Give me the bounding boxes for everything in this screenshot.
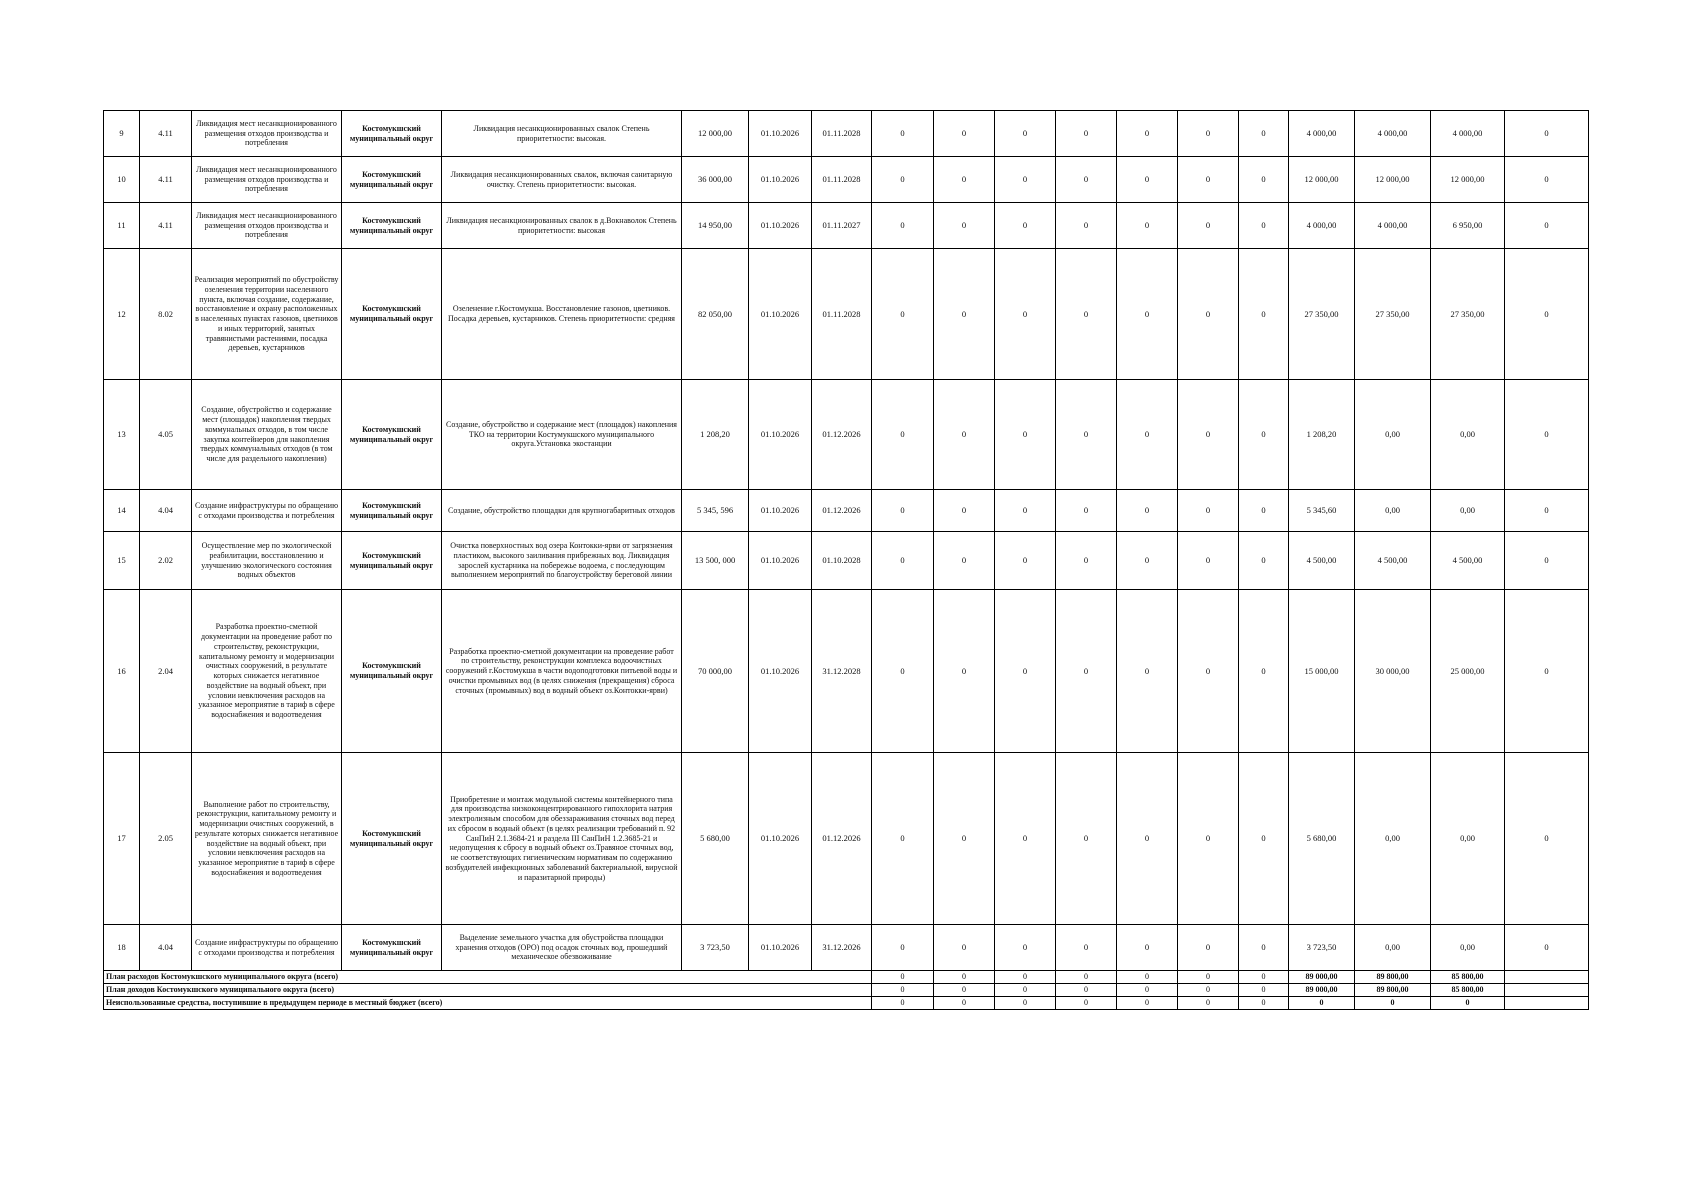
year3-amount: 6 950,00 xyxy=(1431,203,1505,249)
row-number: 10 xyxy=(104,157,140,203)
total-cost: 12 000,00 xyxy=(682,111,749,157)
project-description: Создание, обустройство площадки для крупногабаритных отходов xyxy=(442,490,682,532)
zero-value-cell: 0 xyxy=(1239,590,1289,753)
year2-amount: 0,00 xyxy=(1355,490,1431,532)
total-cost: 82 050,00 xyxy=(682,249,749,380)
table-row xyxy=(104,249,1589,380)
zero-value-cell: 0 xyxy=(934,925,995,971)
row-number: 18 xyxy=(104,925,140,971)
start-date: 01.10.2026 xyxy=(749,203,812,249)
project-description: Ликвидация несанкционированных свалок Степень приоритетности: высокая. xyxy=(442,111,682,157)
year1-amount: 3 723,50 xyxy=(1289,925,1355,971)
zero-value-cell: 0 xyxy=(1056,203,1117,249)
zero-value-cell: 0 xyxy=(872,753,934,925)
summary-zero-cell: 0 xyxy=(1117,984,1178,997)
start-date: 01.10.2026 xyxy=(749,380,812,490)
year1-amount: 5 680,00 xyxy=(1289,753,1355,925)
start-date: 01.10.2026 xyxy=(749,753,812,925)
zero-value-cell: 0 xyxy=(934,753,995,925)
total-cost: 3 723,50 xyxy=(682,925,749,971)
summary-zero-cell: 0 xyxy=(1239,997,1289,1010)
zero-value-cell: 0 xyxy=(1178,753,1239,925)
zero-value-cell: 0 xyxy=(872,380,934,490)
year3-amount: 25 000,00 xyxy=(1431,590,1505,753)
zero-value-cell: 0 xyxy=(934,380,995,490)
zero-value-cell: 0 xyxy=(1117,111,1178,157)
summary-zero-cell: 0 xyxy=(1117,997,1178,1010)
zero-value-cell: 0 xyxy=(995,380,1056,490)
zero-value-cell: 0 xyxy=(1117,157,1178,203)
year3-amount: 0,00 xyxy=(1431,753,1505,925)
measure-code: 4.04 xyxy=(140,925,192,971)
organization-name: Костомукшский муниципальный округ xyxy=(342,490,442,532)
summary-zero-cell: 0 xyxy=(934,984,995,997)
zero-value-cell: 0 xyxy=(872,157,934,203)
zero-value-cell: 0 xyxy=(995,111,1056,157)
zero-value-cell: 0 xyxy=(934,532,995,590)
year2-amount: 4 000,00 xyxy=(1355,203,1431,249)
summary-zero-cell: 0 xyxy=(995,997,1056,1010)
project-description: Очистка поверхностных вод озера Контокки-ярви от загрязнения пластиком, высокого заиливания прибрежных вод. Ликвидация зарослей кустарника на побережье водоема, с последующим выполнением мероприятий по благоустройству береговой линии xyxy=(442,532,682,590)
row-number: 16 xyxy=(104,590,140,753)
zero-value-cell: 0 xyxy=(995,925,1056,971)
project-description: Создание, обустройство и содержание мест (площадок) накопления ТКО на территории Костумукшского муниципального округа.Установка экостанции xyxy=(442,380,682,490)
year1-amount: 12 000,00 xyxy=(1289,157,1355,203)
measure-name: Создание инфраструктуры по обращению с отходами производства и потребления xyxy=(192,925,342,971)
zero-value-cell: 0 xyxy=(934,111,995,157)
summary-zero-cell: 0 xyxy=(1056,971,1117,984)
start-date: 01.10.2026 xyxy=(749,111,812,157)
zero-value-cell: 0 xyxy=(1117,590,1178,753)
last-column-value: 0 xyxy=(1505,111,1589,157)
end-date: 01.12.2026 xyxy=(812,490,872,532)
zero-value-cell: 0 xyxy=(1178,249,1239,380)
zero-value-cell: 0 xyxy=(995,203,1056,249)
start-date: 01.10.2026 xyxy=(749,532,812,590)
table-row xyxy=(104,157,1589,203)
measure-name: Ликвидация мест несанкционированного размещения отходов производства и потребления xyxy=(192,203,342,249)
summary-last xyxy=(1505,997,1589,1010)
zero-value-cell: 0 xyxy=(1117,925,1178,971)
total-cost: 36 000,00 xyxy=(682,157,749,203)
table-row xyxy=(104,490,1589,532)
organization-name: Костомукшский муниципальный округ xyxy=(342,157,442,203)
year2-amount: 30 000,00 xyxy=(1355,590,1431,753)
measure-name: Создание, обустройство и содержание мест (площадок) накопления твердых коммунальных отходов, в том числе закупка контейнеров для накопления твердых коммунальных отходов (в том числе для раздельного накопления) xyxy=(192,380,342,490)
year1-amount: 4 500,00 xyxy=(1289,532,1355,590)
zero-value-cell: 0 xyxy=(1056,753,1117,925)
last-column-value: 0 xyxy=(1505,380,1589,490)
measure-code: 2.04 xyxy=(140,590,192,753)
zero-value-cell: 0 xyxy=(872,249,934,380)
year3-amount: 4 500,00 xyxy=(1431,532,1505,590)
zero-value-cell: 0 xyxy=(1239,490,1289,532)
organization-name: Костомукшский муниципальный округ xyxy=(342,590,442,753)
summary-zero-cell: 0 xyxy=(872,984,934,997)
year2-amount: 4 000,00 xyxy=(1355,111,1431,157)
year2-amount: 0,00 xyxy=(1355,380,1431,490)
last-column-value: 0 xyxy=(1505,490,1589,532)
zero-value-cell: 0 xyxy=(995,532,1056,590)
end-date: 01.11.2028 xyxy=(812,157,872,203)
row-number: 12 xyxy=(104,249,140,380)
summary-year3: 0 xyxy=(1431,997,1505,1010)
summary-zero-cell: 0 xyxy=(872,997,934,1010)
summary-zero-cell: 0 xyxy=(1239,971,1289,984)
summary-zero-cell: 0 xyxy=(1178,984,1239,997)
total-cost: 5 680,00 xyxy=(682,753,749,925)
zero-value-cell: 0 xyxy=(1056,157,1117,203)
zero-value-cell: 0 xyxy=(872,490,934,532)
measure-code: 8.02 xyxy=(140,249,192,380)
summary-last xyxy=(1505,984,1589,997)
measure-name: Осуществление мер по экологической реабилитации, восстановлению и улучшению экологического состояния водных объектов xyxy=(192,532,342,590)
summary-year3: 85 800,00 xyxy=(1431,971,1505,984)
zero-value-cell: 0 xyxy=(995,249,1056,380)
start-date: 01.10.2026 xyxy=(749,925,812,971)
end-date: 31.12.2026 xyxy=(812,925,872,971)
summary-year1: 0 xyxy=(1289,997,1355,1010)
zero-value-cell: 0 xyxy=(1117,203,1178,249)
summary-year2: 0 xyxy=(1355,997,1431,1010)
table-row xyxy=(104,532,1589,590)
summary-year2: 89 800,00 xyxy=(1355,984,1431,997)
zero-value-cell: 0 xyxy=(1117,249,1178,380)
zero-value-cell: 0 xyxy=(1056,249,1117,380)
summary-zero-cell: 0 xyxy=(1056,984,1117,997)
project-description: Приобретение и монтаж модульной системы контейнерного типа для производства низкоконцентрированного гипохлорита натрия электролизным способом для обеззараживания сточных вод перед их сбросом в водный объект (в целях реализации требований п. 92 СанПиН 2.1.3684-21 и раздела III СанПиН 1.2.3685-21 и недопущения к сбросу в водный объект оз.Травяное сточных вод, не соответствующих гигиеническим нормативам по содержанию возбудителей инфекционных заболеваний бактериальной, вирусной и паразитарной природы) xyxy=(442,753,682,925)
project-description: Озеленение г.Костомукша. Восстановление газонов, цветников. Посадка деревьев, кустарников. Степень приоритетности: средняя xyxy=(442,249,682,380)
organization-name: Костомукшский муниципальный округ xyxy=(342,532,442,590)
zero-value-cell: 0 xyxy=(995,753,1056,925)
end-date: 01.11.2027 xyxy=(812,203,872,249)
row-number: 15 xyxy=(104,532,140,590)
zero-value-cell: 0 xyxy=(934,157,995,203)
summary-label: План расходов Костомукшского муниципального округа (всего) xyxy=(104,971,872,984)
year2-amount: 4 500,00 xyxy=(1355,532,1431,590)
organization-name: Костомукшский муниципальный округ xyxy=(342,203,442,249)
start-date: 01.10.2026 xyxy=(749,590,812,753)
zero-value-cell: 0 xyxy=(934,590,995,753)
zero-value-cell: 0 xyxy=(1178,490,1239,532)
zero-value-cell: 0 xyxy=(1117,380,1178,490)
year1-amount: 4 000,00 xyxy=(1289,203,1355,249)
project-description: Выделение земельного участка для обустройства площадки хранения отходов (ОРО) под осадок сточных вод, прошедший механическое обезвоживание xyxy=(442,925,682,971)
summary-label: План доходов Костомукшского муниципального округа (всего) xyxy=(104,984,872,997)
measure-name: Ликвидация мест несанкционированного размещения отходов производства и потребления xyxy=(192,111,342,157)
zero-value-cell: 0 xyxy=(872,532,934,590)
measure-name: Реализация мероприятий по обустройству озеленения территории населенного пункта, включая создание, содержание, восстановление и охрану расположенных в населенных пунктах газонов, цветников и иных территорий, занятых травянистыми растениями, посадка деревьев, кустарников xyxy=(192,249,342,380)
end-date: 01.11.2028 xyxy=(812,111,872,157)
table-row xyxy=(104,753,1589,925)
zero-value-cell: 0 xyxy=(1056,111,1117,157)
project-description: Разработка проектно-сметной документации на проведение работ по строительству, реконструкции комплекса водоочистных сооружений г.Костомукша в части водоподготовки питьевой воды и очистки промывных вод (в целях снижения (прекращения) сброса сточных (промывных) вод в водный объект оз.Контокки-ярви) xyxy=(442,590,682,753)
row-number: 9 xyxy=(104,111,140,157)
table-row xyxy=(104,380,1589,490)
end-date: 01.12.2026 xyxy=(812,380,872,490)
row-number: 13 xyxy=(104,380,140,490)
summary-row xyxy=(104,971,1589,984)
zero-value-cell: 0 xyxy=(1239,203,1289,249)
zero-value-cell: 0 xyxy=(934,490,995,532)
summary-year3: 85 800,00 xyxy=(1431,984,1505,997)
zero-value-cell: 0 xyxy=(1178,380,1239,490)
row-number: 17 xyxy=(104,753,140,925)
summary-zero-cell: 0 xyxy=(995,971,1056,984)
measure-code: 4.11 xyxy=(140,203,192,249)
measure-code: 4.05 xyxy=(140,380,192,490)
total-cost: 1 208,20 xyxy=(682,380,749,490)
zero-value-cell: 0 xyxy=(1056,532,1117,590)
zero-value-cell: 0 xyxy=(1239,157,1289,203)
zero-value-cell: 0 xyxy=(872,925,934,971)
total-cost: 70 000,00 xyxy=(682,590,749,753)
summary-zero-cell: 0 xyxy=(1117,971,1178,984)
year3-amount: 0,00 xyxy=(1431,490,1505,532)
start-date: 01.10.2026 xyxy=(749,490,812,532)
year1-amount: 1 208,20 xyxy=(1289,380,1355,490)
summary-zero-cell: 0 xyxy=(934,997,995,1010)
end-date: 01.12.2026 xyxy=(812,753,872,925)
year3-amount: 27 350,00 xyxy=(1431,249,1505,380)
year3-amount: 0,00 xyxy=(1431,925,1505,971)
table-row xyxy=(104,203,1589,249)
zero-value-cell: 0 xyxy=(934,203,995,249)
zero-value-cell: 0 xyxy=(1239,925,1289,971)
organization-name: Костомукшский муниципальный округ xyxy=(342,249,442,380)
year1-amount: 5 345,60 xyxy=(1289,490,1355,532)
measure-code: 2.02 xyxy=(140,532,192,590)
measure-code: 4.04 xyxy=(140,490,192,532)
zero-value-cell: 0 xyxy=(934,249,995,380)
start-date: 01.10.2026 xyxy=(749,249,812,380)
zero-value-cell: 0 xyxy=(1056,590,1117,753)
total-cost: 5 345, 596 xyxy=(682,490,749,532)
end-date: 01.10.2028 xyxy=(812,532,872,590)
zero-value-cell: 0 xyxy=(1178,203,1239,249)
summary-zero-cell: 0 xyxy=(1178,997,1239,1010)
measure-name: Создание инфраструктуры по обращению с отходами производства и потребления xyxy=(192,490,342,532)
zero-value-cell: 0 xyxy=(1178,157,1239,203)
zero-value-cell: 0 xyxy=(1178,925,1239,971)
last-column-value: 0 xyxy=(1505,203,1589,249)
year1-amount: 15 000,00 xyxy=(1289,590,1355,753)
project-description: Ликвидация несанкционированных свалок в д.Вокнаволок Степень приоритетности: высокая xyxy=(442,203,682,249)
zero-value-cell: 0 xyxy=(1178,111,1239,157)
table-row xyxy=(104,925,1589,971)
measure-code: 4.11 xyxy=(140,111,192,157)
zero-value-cell: 0 xyxy=(1178,532,1239,590)
last-column-value: 0 xyxy=(1505,753,1589,925)
organization-name: Костомукшский муниципальный округ xyxy=(342,753,442,925)
row-number: 11 xyxy=(104,203,140,249)
measure-name: Разработка проектно-сметной документации на проведение работ по строительству, реконструкции, капитальному ремонту и модернизации очистных сооружений, в результате которых снижается негативное воздействие на водный объект, при условии невключения расходов на указанное мероприятие в тариф в сфере водоснабжения и водоотведения xyxy=(192,590,342,753)
total-cost: 14 950,00 xyxy=(682,203,749,249)
organization-name: Костомукшский муниципальный округ xyxy=(342,925,442,971)
zero-value-cell: 0 xyxy=(1239,249,1289,380)
zero-value-cell: 0 xyxy=(872,590,934,753)
summary-year1: 89 000,00 xyxy=(1289,971,1355,984)
summary-zero-cell: 0 xyxy=(1178,971,1239,984)
year3-amount: 0,00 xyxy=(1431,380,1505,490)
year1-amount: 4 000,00 xyxy=(1289,111,1355,157)
last-column-value: 0 xyxy=(1505,157,1589,203)
zero-value-cell: 0 xyxy=(1117,490,1178,532)
table-row xyxy=(104,111,1589,157)
summary-row xyxy=(104,984,1589,997)
year2-amount: 27 350,00 xyxy=(1355,249,1431,380)
year2-amount: 12 000,00 xyxy=(1355,157,1431,203)
year2-amount: 0,00 xyxy=(1355,753,1431,925)
last-column-value: 0 xyxy=(1505,590,1589,753)
summary-last xyxy=(1505,971,1589,984)
summary-year1: 89 000,00 xyxy=(1289,984,1355,997)
end-date: 01.11.2028 xyxy=(812,249,872,380)
zero-value-cell: 0 xyxy=(1178,590,1239,753)
year3-amount: 12 000,00 xyxy=(1431,157,1505,203)
summary-zero-cell: 0 xyxy=(995,984,1056,997)
zero-value-cell: 0 xyxy=(872,111,934,157)
zero-value-cell: 0 xyxy=(1056,490,1117,532)
zero-value-cell: 0 xyxy=(1239,532,1289,590)
zero-value-cell: 0 xyxy=(1056,925,1117,971)
summary-zero-cell: 0 xyxy=(872,971,934,984)
zero-value-cell: 0 xyxy=(872,203,934,249)
last-column-value: 0 xyxy=(1505,532,1589,590)
zero-value-cell: 0 xyxy=(1056,380,1117,490)
summary-year2: 89 800,00 xyxy=(1355,971,1431,984)
measure-name: Ликвидация мест несанкционированного размещения отходов производства и потребления xyxy=(192,157,342,203)
measure-code: 2.05 xyxy=(140,753,192,925)
last-column-value: 0 xyxy=(1505,249,1589,380)
total-cost: 13 500, 000 xyxy=(682,532,749,590)
end-date: 31.12.2028 xyxy=(812,590,872,753)
organization-name: Костомукшский муниципальный округ xyxy=(342,111,442,157)
budget-table xyxy=(103,110,1589,1010)
measure-name: Выполнение работ по строительству, реконструкции, капитальному ремонту и модернизации очистных сооружений, в результате которых снижается негативное воздействие на водный объект, при условии невключения расходов на указанное мероприятие в тариф в сфере водоснабжения и водоотведения xyxy=(192,753,342,925)
zero-value-cell: 0 xyxy=(1117,753,1178,925)
year1-amount: 27 350,00 xyxy=(1289,249,1355,380)
row-number: 14 xyxy=(104,490,140,532)
year3-amount: 4 000,00 xyxy=(1431,111,1505,157)
zero-value-cell: 0 xyxy=(1117,532,1178,590)
summary-zero-cell: 0 xyxy=(1239,984,1289,997)
measure-code: 4.11 xyxy=(140,157,192,203)
zero-value-cell: 0 xyxy=(995,490,1056,532)
summary-row xyxy=(104,997,1589,1010)
year2-amount: 0,00 xyxy=(1355,925,1431,971)
zero-value-cell: 0 xyxy=(1239,111,1289,157)
zero-value-cell: 0 xyxy=(995,157,1056,203)
project-description: Ликвидация несанкционированных свалок, включая санитарную очистку. Степень приоритетности: высокая. xyxy=(442,157,682,203)
summary-zero-cell: 0 xyxy=(934,971,995,984)
zero-value-cell: 0 xyxy=(1239,753,1289,925)
zero-value-cell: 0 xyxy=(995,590,1056,753)
organization-name: Костомукшский муниципальный округ xyxy=(342,380,442,490)
summary-label: Неиспользованные средства, поступившие в предыдущем периоде в местный бюджет (всего) xyxy=(104,997,872,1010)
last-column-value: 0 xyxy=(1505,925,1589,971)
summary-zero-cell: 0 xyxy=(1056,997,1117,1010)
start-date: 01.10.2026 xyxy=(749,157,812,203)
zero-value-cell: 0 xyxy=(1239,380,1289,490)
table-row xyxy=(104,590,1589,753)
